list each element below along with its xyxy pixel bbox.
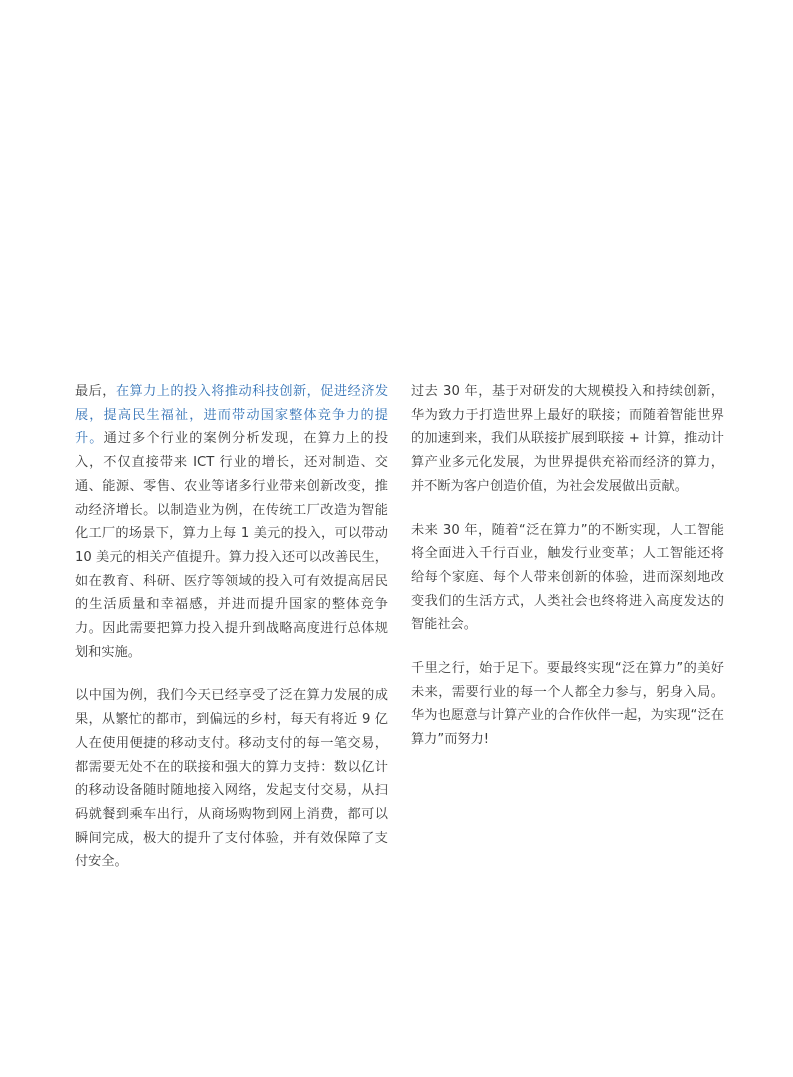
paragraph-past-30-years: 过去 30 年，基于对研发的大规模投入和持续创新，华为致力于打造世界上最好的联接；而随着智能世界的加速到来，我们从联接扩展到联接 + 计算，推动计算产业多元化发展，为世界提供充裕而经济的算力，并不断为客户创造价值，为社会发展做出贡献。 (411, 384, 724, 494)
paragraph-body: 通过多个行业的案例分析发现，在算力上的投入，不仅直接带来 ICT 行业的增长，还对制造、交通、能源、零售、农业等诸多行业带来创新改变，推动经济增长。以制造业为例，在传统工厂改造为智能化工厂的场景下，算力上每 1 美元的投入，可以带动 10 美元的相关产值提升。算力投入还可以改善民生，如在教育、科研、医疗等领域的投入可有效提高居民的生活质量和幸福感，并进而提升国家的整体竞争力。因此需要把算力投入提升到战略高度进行总体规划和实施。 (75, 431, 389, 660)
left-column (75, 380, 388, 894)
paragraph-future-30-years: 未来 30 年，随着“泛在算力”的不断实现，人工智能将全面进入千行百业，触发行业变革；人工智能还将给每个家庭、每个人带来创新的体验，进而深刻地改变我们的生活方式，人类社会也终将进入高度发达的智能社会。 (411, 522, 724, 633)
paragraph-investment-impact (75, 380, 388, 664)
right-column (411, 380, 724, 772)
paragraph-closing: 千里之行，始于足下。要最终实现“泛在算力”的美好未来，需要行业的每一个人都全力参与，躬身入局。华为也愿意与计算产业的合作伙伴一起，为实现“泛在算力”而努力! (411, 661, 724, 748)
paragraph-lead: 最后， (75, 384, 116, 399)
paragraph-china-mobile-payment: 以中国为例，我们今天已经享受了泛在算力发展的成果，从繁忙的都市，到偏远的乡村，每天有将近 9 亿人在使用便捷的移动支付。移动支付的每一笔交易，都需要无处不在的联接和强大的算力支持：数以亿计的移动设备随时随地接入网络，发起支付交易，从扫码就餐到乘车出行，从商场购物到网上消费，都可以瞬间完成，极大的提升了支付体验，并有效保障了支付安全。 (75, 688, 388, 870)
highlighted-key-statement: 在算力上的投入将推动科技创新，促进经济发展，提高民生福祉，进而带动国家整体竞争力的提升。 (75, 384, 389, 447)
